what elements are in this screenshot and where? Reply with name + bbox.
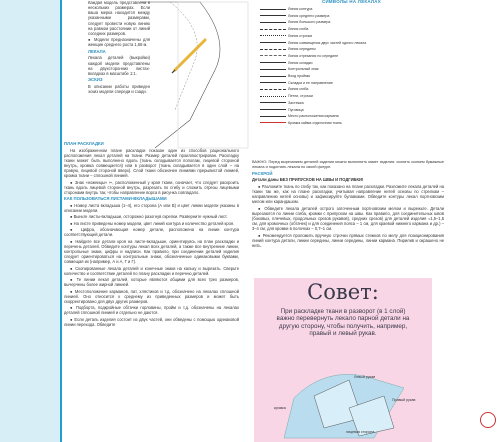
legend-row xyxy=(252,13,442,19)
label-edge: кромка xyxy=(274,406,286,410)
legend-label: Линия строчки xyxy=(288,33,313,38)
label-front-side: лицевая сторона xyxy=(346,430,375,434)
legend-symbol xyxy=(260,102,286,103)
insert-item: ● Цифра, обозначающая номер детали, расположена на линии контура соответствующей детали. xyxy=(64,227,239,238)
legend-row xyxy=(252,46,442,52)
legend-symbol xyxy=(260,29,286,30)
insert-item: ● Местоположение карманов, пат, хлястиков и т.д. обозначено на лекалах сплошной линией. Оно относится к среднему из приведенных размеров и может быть скорректировано для двух других размеров. xyxy=(64,288,239,304)
legend-label: Петли, строчки xyxy=(288,94,313,99)
legend-symbol xyxy=(260,42,286,43)
legend-symbol xyxy=(260,69,286,70)
eskiz-paragraph: В описании работы приведен эскиз модели спереди и сзади. xyxy=(88,83,150,94)
legend-label: Линия совмещения двух частей одного лекала xyxy=(288,40,367,45)
insert-item: ● Выньте листы-вкладыши, осторожно разогнув скрепки. Разверните нужный лист. xyxy=(70,214,228,220)
insert-item: ● Те линии лекал деталей, которые являются общими для всех трех размеров, вычерчены более жирной линией. xyxy=(64,277,239,288)
cutting-item: ● Обведите лекала деталей острого заточенным портновским мелом и вырежьте. Детали вырезаются по линии сгиба, кромки с припуском на швы. Как правило, для соединительных швов (боковых, плечевых, продольных срезов рукавов), средних срезов) для деталей изделия ≈1,5–1,5 см, для кромочных (обтачек) и для соединения пояса – 1 см, для краевой нижнего кармана и др.) – 3–4 см, для кромки в полочках – 0,7–1 см. xyxy=(252,205,444,232)
intro-paragraph: Каждая модель представлена в нескольких размерах. Если ваша мерка находится между указанными размерами, следует провести новую линию на равном расстоянии от линий соседних размеров. xyxy=(88,0,150,36)
pattern-outline xyxy=(140,2,220,148)
label-left-sleeve: Левый рукав xyxy=(354,375,376,379)
legend-row xyxy=(252,33,442,39)
insert-item: ● Номер листа вкладыша (1–4), его сторона (А или В) и цвет линии модели указаны в описании модели. xyxy=(64,202,239,214)
label-right-sleeve: Правый рукав xyxy=(392,398,416,402)
legend-symbol xyxy=(260,122,286,123)
intro-height-note: ● Модели предназначены для женщин среднего роста 1,68 м. xyxy=(88,37,150,48)
legend-label: Место расположения кармана xyxy=(288,114,339,119)
legend-row xyxy=(252,107,442,113)
no-seam-allowance-note: Детали даны БЕЗ ПРИПУСКОВ НА ШВЫ И ПОДГИБКИ! xyxy=(252,177,364,183)
legend-symbol xyxy=(260,96,286,97)
pencil-icon xyxy=(175,40,205,70)
legend-row xyxy=(252,26,442,32)
legend-row xyxy=(252,86,442,92)
lekala-paragraph: Лекала деталей (выкройки) каждой модели представлены на двухсторонних листах-вкладках в масштабе 1:1. xyxy=(88,55,150,76)
legend-label: Складка и ее направление xyxy=(288,80,333,85)
legend-symbol xyxy=(260,35,286,36)
side-margin-rule xyxy=(60,0,62,442)
legend-symbol xyxy=(260,82,286,83)
legend-symbol xyxy=(260,55,286,56)
legend-label: Линия складки xyxy=(288,60,313,65)
advice-box xyxy=(254,278,432,442)
legend-label: Линия большого размера xyxy=(288,20,331,25)
scissors-paragraph: ● Знак «ножницы» ✂, расположенный у края ткани, означает, что следует раскроить ткань вдоль лицевой стороной внутрь, разрезать по сгибу и сложить отрезы лицевыми сторонами внутрь так, чтобы направление ворса в рисунка совпадало. xyxy=(64,179,239,196)
legend-label: Пуговица xyxy=(288,107,304,112)
legend-label: Линия среднего размера xyxy=(288,13,330,18)
intro-column xyxy=(88,0,150,95)
heading-lekala: ЛЕКАЛА xyxy=(88,48,106,54)
side-margin-bar xyxy=(0,0,60,442)
insert-item: ● Подборта, подкройные обтачки горловины, пройм и т.д. обозначены на лекалах деталей сплошной линией и отдельно не даются. xyxy=(64,305,239,316)
legend-label: Застежка xyxy=(288,100,304,105)
legend-row xyxy=(252,53,442,59)
logo-icon xyxy=(480,412,496,428)
legend-row xyxy=(252,19,442,25)
advice-text: При раскладке ткани в разворот (в 1 слой) важно перевернуть лекало парной детали на другую сторону, чтобы получить, например, правый и левый рукав. xyxy=(276,308,410,338)
advice-title: Совет: xyxy=(307,280,379,304)
legend-symbol xyxy=(260,9,286,10)
cutting-item: ● Разложите ткань по сгибу так, как показано на плане раскладки. Разложите лекала деталей на ткани так же, как на плане раскладки, учитывая направление нитей основы по стрелкам – направлению нитей основы) и зафиксируйте булавками. Обведите контуры лекал портновским мелом или карандашом. xyxy=(252,183,444,205)
heading-eskiz: ЭСКИЗ xyxy=(88,77,103,83)
legend-row xyxy=(252,100,442,106)
legend-row xyxy=(252,80,442,86)
legend-symbol xyxy=(260,49,286,50)
legend-symbol xyxy=(260,116,286,117)
legend-row xyxy=(252,73,442,79)
insert-item: ● Найдите все детали кроя на листе-вкладыше, ориентируясь на план раскладки и перечень деталей. Обведите контуры лекал всех деталей, а также все внутренние линии, контрольные знаки, цифры и надписи. Как правило, при соединении деталей изделия следует ориентироваться на контрольные знаки, обозначенные одинаковыми буквами, совмещая их (например, А и А, Г и Г). xyxy=(64,238,239,265)
legend-title: СИМВОЛЫ НА ЛЕКАЛАХ xyxy=(322,0,382,4)
legend-label: Линия сгиба xyxy=(288,27,309,32)
legend-label: Линия контура xyxy=(288,7,313,11)
layout-column xyxy=(64,140,239,328)
legend-symbol xyxy=(260,22,286,23)
legend-label: Вход проймы xyxy=(288,74,311,78)
insert-item: ● На листе приведены номер модели, цвет линий контура и количество деталей кроя. xyxy=(70,220,235,226)
insert-item: ● Скопированные лекала деталей и конечные знаки на кальку и вырезать. Сверьте количество и соответствие деталей по плану раскладки и перечню деталей. xyxy=(64,265,239,276)
legend-label: Линия середины xyxy=(288,47,316,52)
heading-plan: ПЛАН РАСКЛАДКИ xyxy=(64,141,104,146)
legend-row xyxy=(252,60,442,66)
legend-symbol xyxy=(260,76,286,77)
legend-label: Линия отрезания по середине xyxy=(288,53,339,58)
legend-row xyxy=(252,40,442,46)
legend-symbol xyxy=(260,15,286,16)
pattern-outline-dashed xyxy=(170,2,197,110)
legend-label: Контрольный знак xyxy=(288,67,319,72)
insert-item: ● Если деталь изделия состоит из двух частей, они обведены с помощью одинаковой линии перехода. Обведите xyxy=(64,316,239,327)
legend-symbol xyxy=(260,109,286,110)
pattern-sheet xyxy=(178,2,248,148)
heading-inserts: КАК ПОЛЬЗОВАТЬСЯ ЛИСТАМИ-ВКЛАДЫШАМИ xyxy=(64,196,167,202)
legend-row xyxy=(252,93,442,99)
heading-raskroy: РАСКРОЙ xyxy=(252,170,273,176)
cutting-column xyxy=(252,160,444,249)
legend-row xyxy=(252,66,442,72)
cutting-item: ● Рекомендуется проложить вручную строчки прямых стежков по мелу для позиционирования линий контура детали, линии середины, линии середины, линии кармана. Пирилив и окрашено не нить. xyxy=(252,232,444,248)
legend-row xyxy=(252,120,442,126)
plan-paragraph: На изображенном плане раскладки показан один из способов рационального расположения лекал деталей на ткани. Размер деталей проиллюстрирован. Раскладку ткани может быть выполнено вдоль (ткань складывается пополам, лицевой стороной внутрь, кромка совмещается) или в разворот (ткань складывается в один слой – на правую, лицевой стороной вверх). Слой ткани обозначен линиями прерывистой линией, кромка ткани – сплошной линией. xyxy=(64,147,239,179)
legend-row xyxy=(252,113,442,119)
legend-label: Кромка кайма отделочная ткань xyxy=(288,120,342,125)
legend-symbol xyxy=(260,62,286,63)
legend-label: Линия сгиба xyxy=(288,87,309,92)
important-note: ВАЖНО: Перед вырезанием деталей изделия можно выполнить макет изделия: скопить скоюем бумажные лекала и подогнать лекала по своей фигуре. xyxy=(252,160,444,169)
legend-row xyxy=(252,6,442,12)
legend-symbol xyxy=(260,89,286,90)
